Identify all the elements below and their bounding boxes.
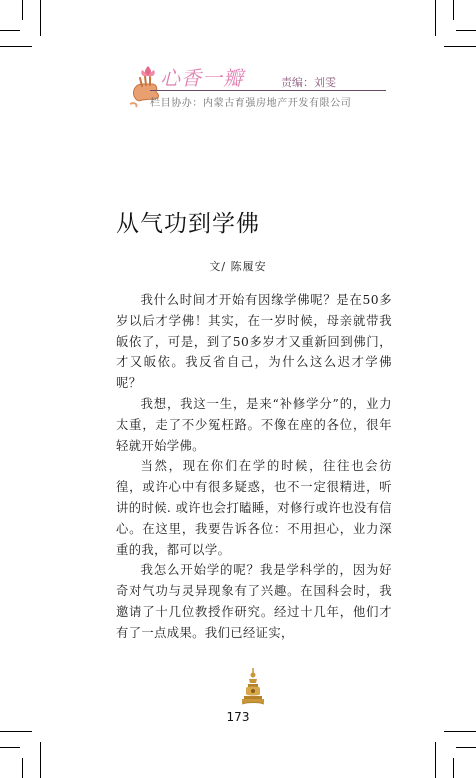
- paragraph: 我怎么开始学的呢？我是学科学的，因为好奇对气功与灵异现象有了兴趣。在国科会时，我邀请了十几位教授作研究。经过十几年，他们才有了一点成果。我们已经证实，: [116, 563, 392, 640]
- article-body: [116, 290, 392, 644]
- editor-credit: 责编：刘雯: [281, 76, 336, 89]
- crop-mark: [22, 758, 23, 778]
- crop-mark: [22, 0, 23, 20]
- paragraph: 我什么时间才开始有因缘学佛呢？是在50多岁以后才学佛！其实，在一岁时候，母亲就带我皈依了，可是，到了50多岁才又重新回到佛门，才又皈依。我反省自己，为什么这么迟才学佛呢？: [116, 293, 392, 391]
- header-divider: [150, 90, 386, 91]
- column-sponsor: 栏目协办：内蒙古育强房地产开发有限公司: [150, 98, 352, 109]
- crop-mark: [444, 731, 476, 732]
- crop-mark: [453, 0, 454, 20]
- stupa-icon: [241, 667, 265, 707]
- crop-mark: [444, 46, 476, 47]
- crop-mark: [40, 0, 41, 36]
- article-byline: 文/ 陈履安: [209, 260, 267, 273]
- crop-mark: [456, 747, 476, 748]
- paragraph: 当然，现在你们在学的时候，往往也会彷徨，或许心中有很多疑惑，也不一定很精进，听讲的时候. 或许也会打瞌睡，对修行或许也没有信心。在这里，我要告诉各位：不用担心，业力深重的我，都可以学。: [116, 459, 392, 557]
- crop-mark: [0, 30, 20, 31]
- crop-mark: [0, 747, 20, 748]
- article-title: 从气功到学佛: [116, 211, 260, 237]
- crop-mark: [456, 30, 476, 31]
- page-number: 173: [226, 710, 250, 724]
- column-title: 心香一瓣: [160, 66, 244, 90]
- crop-mark: [453, 758, 454, 778]
- crop-mark: [0, 46, 32, 47]
- paragraph: 我想，我这一生，是来“补修学分”的，业力太重，走了不少冤枉路。不像在座的各位，很年轻就开始学佛。: [116, 396, 392, 453]
- crop-mark: [0, 731, 32, 732]
- crop-mark: [40, 742, 41, 778]
- crop-mark: [435, 742, 436, 778]
- crop-mark: [435, 0, 436, 36]
